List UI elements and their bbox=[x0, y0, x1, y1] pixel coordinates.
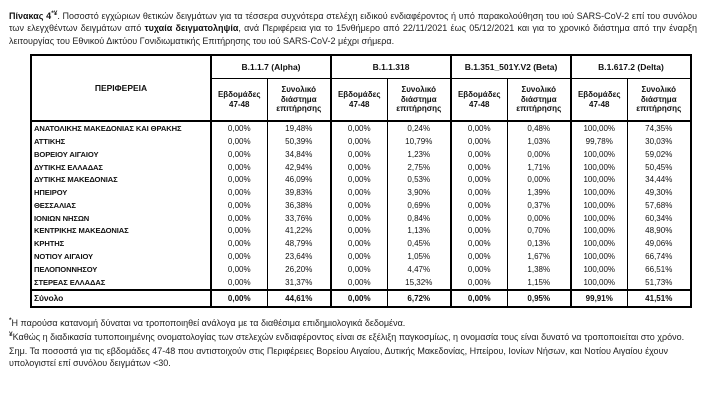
subheader-total: Συνολικό διάστημα επιτήρησης bbox=[267, 79, 331, 122]
value-cell: 48,79% bbox=[267, 237, 331, 250]
value-cell: 0,45% bbox=[387, 237, 451, 250]
value-cell: 1,15% bbox=[507, 276, 571, 290]
value-cell: 50,45% bbox=[627, 161, 691, 174]
value-cell: 99,91% bbox=[571, 290, 627, 307]
value-cell: 0,00% bbox=[211, 250, 267, 263]
caption-text-2: , ανά Περιφέρεια για το 15νθήμερο από 22/11/2021 έως 05/12/2021 και για το χρονικό διάστημα από την έναρξη λειτουργίας του Εθνικού Δικτύου Γονιδιωματικής Επιτήρησης του ιού SARS-CoV-2 μέχρι σήμερα. bbox=[9, 23, 697, 46]
value-cell: 0,00% bbox=[451, 290, 507, 307]
value-cell: 1,67% bbox=[507, 250, 571, 263]
value-cell: 66,51% bbox=[627, 263, 691, 276]
value-cell: 33,76% bbox=[267, 212, 331, 225]
value-cell: 10,79% bbox=[387, 135, 451, 148]
value-cell: 0,00% bbox=[331, 199, 387, 212]
region-name: ΠΕΛΟΠΟΝΝΗΣΟΥ bbox=[34, 264, 98, 274]
footnote-sample-size bbox=[9, 343, 701, 369]
value-cell: 49,30% bbox=[627, 186, 691, 199]
footnote-distribution bbox=[9, 315, 701, 329]
value-cell: 0,70% bbox=[507, 225, 571, 238]
value-cell: 59,02% bbox=[627, 148, 691, 161]
region-name: ΣΤΕΡΕΑΣ ΕΛΛΑΔΑΣ bbox=[34, 277, 106, 287]
region-name: ΑΤΤΙΚΗΣ bbox=[34, 136, 66, 146]
value-cell: 0,00% bbox=[211, 225, 267, 238]
value-cell: 1,23% bbox=[387, 148, 451, 161]
region-name: ΔΥΤΙΚΗΣ ΜΑΚΕΔΟΝΙΑΣ bbox=[34, 175, 118, 185]
value-cell: 100,00% bbox=[571, 250, 627, 263]
value-cell: 0,00% bbox=[331, 121, 387, 135]
value-cell: 100,00% bbox=[571, 186, 627, 199]
table-caption bbox=[9, 8, 697, 47]
caption-bold-phrase: τυχαία δειγματοληψία bbox=[144, 23, 239, 34]
value-cell: 0,00% bbox=[451, 161, 507, 174]
value-cell: 100,00% bbox=[571, 263, 627, 276]
value-cell: 0,00% bbox=[331, 237, 387, 250]
value-cell: 19,48% bbox=[267, 121, 331, 135]
value-cell: 0,00% bbox=[211, 199, 267, 212]
caption-text-1: . Ποσοστό εγχώριων θετικών δειγμάτων για τα τέσσερα συχνότερα στελέχη ειδικού ενδιαφέροντος ή υπό παρακολούθηση του ιού SARS-CoV-2 επί του συνόλου των ελεγχθέντων δειγμάτων από bbox=[9, 11, 697, 34]
table-row bbox=[31, 263, 691, 276]
subheader-weeks: Εβδομάδες 47-48 bbox=[571, 79, 627, 122]
value-cell: 31,37% bbox=[267, 276, 331, 290]
value-cell: 100,00% bbox=[571, 276, 627, 290]
value-cell: 0,00% bbox=[331, 161, 387, 174]
value-cell: 1,71% bbox=[507, 161, 571, 174]
value-cell: 0,00% bbox=[211, 263, 267, 276]
footnotes bbox=[9, 315, 701, 370]
value-cell: 0,00% bbox=[331, 276, 387, 290]
value-cell: 66,74% bbox=[627, 250, 691, 263]
value-cell: 0,53% bbox=[387, 173, 451, 186]
value-cell: 99,78% bbox=[571, 135, 627, 148]
table-row bbox=[31, 186, 691, 199]
value-cell: 0,00% bbox=[331, 135, 387, 148]
value-cell: 0,00% bbox=[451, 263, 507, 276]
value-cell: 100,00% bbox=[571, 225, 627, 238]
value-cell: 0,00% bbox=[331, 186, 387, 199]
table-row bbox=[31, 148, 691, 161]
region-name: ΔΥΤΙΚΗΣ ΕΛΛΑΔΑΣ bbox=[34, 162, 103, 172]
value-cell: 41,22% bbox=[267, 225, 331, 238]
value-cell: 0,00% bbox=[211, 290, 267, 307]
value-cell: 36,38% bbox=[267, 199, 331, 212]
subheader-total: Συνολικό διάστημα επιτήρησης bbox=[507, 79, 571, 122]
table-row bbox=[31, 199, 691, 212]
value-cell: 1,03% bbox=[507, 135, 571, 148]
value-cell: 0,95% bbox=[507, 290, 571, 307]
value-cell: 1,39% bbox=[507, 186, 571, 199]
value-cell: 0,00% bbox=[451, 276, 507, 290]
value-cell: 100,00% bbox=[571, 121, 627, 135]
value-cell: 100,00% bbox=[571, 237, 627, 250]
value-cell: 0,00% bbox=[451, 199, 507, 212]
total-row-label: Σύνολο bbox=[31, 290, 211, 307]
region-name: ΒΟΡΕΙΟΥ ΑΙΓΑΙΟΥ bbox=[34, 149, 99, 159]
footnote-marker: * bbox=[9, 316, 12, 324]
value-cell: 0,84% bbox=[387, 212, 451, 225]
footnote-text: Η παρούσα κατανομή δύναται να τροποποιηθεί ανάλογα με τα διαθέσιμα επιδημιολογικά δεδομένα. bbox=[11, 317, 406, 328]
value-cell: 48,90% bbox=[627, 225, 691, 238]
value-cell: 0,00% bbox=[331, 250, 387, 263]
value-cell: 1,38% bbox=[507, 263, 571, 276]
value-cell: 41,51% bbox=[627, 290, 691, 307]
region-name: ΚΕΝΤΡΙΚΗΣ ΜΑΚΕΔΟΝΙΑΣ bbox=[34, 226, 129, 236]
footnote-text: Καθώς η διαδικασία τυποποιημένης ονοματολογίας των στελεχών ενδιαφέροντος είναι σε εξέλιξη παγκοσμίως, η ονομασία τους είναι δυνατό να τροποποιείται στο χρόνο. bbox=[12, 331, 685, 342]
table-row bbox=[31, 135, 691, 148]
value-cell: 39,83% bbox=[267, 186, 331, 199]
region-name: ΑΝΑΤΟΛΙΚΗΣ ΜΑΚΕΔΟΝΙΑΣ ΚΑΙ ΘΡΑΚΗΣ bbox=[34, 124, 182, 134]
table-row bbox=[31, 212, 691, 225]
table-footer bbox=[31, 290, 691, 307]
value-cell: 0,00% bbox=[451, 148, 507, 161]
value-cell: 3,90% bbox=[387, 186, 451, 199]
region-name: ΝΟΤΙΟΥ ΑΙΓΑΙΟΥ bbox=[34, 252, 94, 262]
subheader-weeks: Εβδομάδες 47-48 bbox=[211, 79, 267, 122]
value-cell: 0,00% bbox=[507, 148, 571, 161]
table-row bbox=[31, 276, 691, 290]
variant-header-beta: B.1.351_501Y.V2 (Beta) bbox=[451, 55, 571, 79]
total-row bbox=[31, 290, 691, 307]
value-cell: 0,00% bbox=[331, 290, 387, 307]
value-cell: 4,47% bbox=[387, 263, 451, 276]
value-cell: 0,37% bbox=[507, 199, 571, 212]
value-cell: 0,00% bbox=[211, 276, 267, 290]
subheader-total: Συνολικό διάστημα επιτήρησης bbox=[627, 79, 691, 122]
value-cell: 0,00% bbox=[211, 148, 267, 161]
value-cell: 0,00% bbox=[507, 173, 571, 186]
value-cell: 0,00% bbox=[211, 121, 267, 135]
variant-header-delta: B.1.617.2 (Delta) bbox=[571, 55, 691, 79]
value-cell: 30,03% bbox=[627, 135, 691, 148]
value-cell: 0,00% bbox=[507, 212, 571, 225]
value-cell: 0,00% bbox=[331, 173, 387, 186]
value-cell: 0,69% bbox=[387, 199, 451, 212]
value-cell: 100,00% bbox=[571, 199, 627, 212]
value-cell: 0,00% bbox=[331, 225, 387, 238]
value-cell: 0,00% bbox=[331, 148, 387, 161]
footnote-marker: ¥ bbox=[9, 330, 13, 338]
value-cell: 100,00% bbox=[571, 148, 627, 161]
value-cell: 0,00% bbox=[451, 186, 507, 199]
value-cell: 1,05% bbox=[387, 250, 451, 263]
table-row bbox=[31, 173, 691, 186]
subheader-total: Συνολικό διάστημα επιτήρησης bbox=[387, 79, 451, 122]
value-cell: 0,00% bbox=[331, 263, 387, 276]
value-cell: 0,00% bbox=[451, 225, 507, 238]
value-cell: 46,09% bbox=[267, 173, 331, 186]
value-cell: 0,00% bbox=[331, 212, 387, 225]
value-cell: 0,00% bbox=[211, 212, 267, 225]
region-name: ΗΠΕΙΡΟΥ bbox=[34, 188, 68, 198]
value-cell: 51,73% bbox=[627, 276, 691, 290]
value-cell: 0,48% bbox=[507, 121, 571, 135]
table-header bbox=[31, 55, 691, 121]
value-cell: 34,44% bbox=[627, 173, 691, 186]
value-cell: 0,00% bbox=[451, 237, 507, 250]
value-cell: 0,00% bbox=[211, 135, 267, 148]
value-cell: 0,24% bbox=[387, 121, 451, 135]
value-cell: 0,00% bbox=[211, 161, 267, 174]
value-cell: 0,00% bbox=[211, 237, 267, 250]
value-cell: 34,84% bbox=[267, 148, 331, 161]
subheader-weeks: Εβδομάδες 47-48 bbox=[451, 79, 507, 122]
table-row bbox=[31, 250, 691, 263]
value-cell: 57,68% bbox=[627, 199, 691, 212]
caption-footnote-markers: *¥ bbox=[51, 10, 58, 17]
value-cell: 44,61% bbox=[267, 290, 331, 307]
table-body bbox=[31, 121, 691, 289]
table-row bbox=[31, 225, 691, 238]
value-cell: 0,00% bbox=[211, 186, 267, 199]
caption-label: Πίνακας 4 bbox=[9, 11, 52, 21]
value-cell: 1,13% bbox=[387, 225, 451, 238]
value-cell: 42,94% bbox=[267, 161, 331, 174]
value-cell: 23,64% bbox=[267, 250, 331, 263]
value-cell: 100,00% bbox=[571, 161, 627, 174]
value-cell: 6,72% bbox=[387, 290, 451, 307]
value-cell: 0,13% bbox=[507, 237, 571, 250]
value-cell: 60,34% bbox=[627, 212, 691, 225]
value-cell: 0,00% bbox=[451, 173, 507, 186]
footnote-text: Σημ. Τα ποσοστά για τις εβδομάδες 47-48 που αντιστοιχούν στις Περιφέρειες Βορείου Αιγαίου, Δυτικής Μακεδονίας, Ηπείρου, Ιονίων Νήσων, και Νοτίου Αιγαίου έχουν υπολογιστεί επί συνόλου δειγμάτων <30. bbox=[9, 345, 668, 369]
value-cell: 74,35% bbox=[627, 121, 691, 135]
value-cell: 15,32% bbox=[387, 276, 451, 290]
value-cell: 0,00% bbox=[451, 250, 507, 263]
value-cell: 0,00% bbox=[451, 212, 507, 225]
subheader-weeks: Εβδομάδες 47-48 bbox=[331, 79, 387, 122]
value-cell: 100,00% bbox=[571, 173, 627, 186]
value-cell: 0,00% bbox=[211, 173, 267, 186]
variant-header-alpha: B.1.1.7 (Alpha) bbox=[211, 55, 331, 79]
region-name: ΙΟΝΙΩΝ ΝΗΣΩΝ bbox=[34, 213, 90, 223]
table-row bbox=[31, 121, 691, 135]
footnote-nomenclature bbox=[9, 329, 701, 343]
variant-header-b11318: B.1.1.318 bbox=[331, 55, 451, 79]
value-cell: 2,75% bbox=[387, 161, 451, 174]
value-cell: 0,00% bbox=[451, 121, 507, 135]
value-cell: 26,20% bbox=[267, 263, 331, 276]
value-cell: 49,06% bbox=[627, 237, 691, 250]
value-cell: 100,00% bbox=[571, 212, 627, 225]
value-cell: 50,39% bbox=[267, 135, 331, 148]
region-column-header: ΠΕΡΙΦΕΡΕΙΑ bbox=[31, 55, 211, 121]
region-name: ΘΕΣΣΑΛΙΑΣ bbox=[34, 200, 76, 210]
region-name: ΚΡΗΤΗΣ bbox=[34, 239, 65, 249]
table-row bbox=[31, 161, 691, 174]
value-cell: 0,00% bbox=[451, 135, 507, 148]
table-row bbox=[31, 237, 691, 250]
variants-table bbox=[30, 54, 692, 307]
